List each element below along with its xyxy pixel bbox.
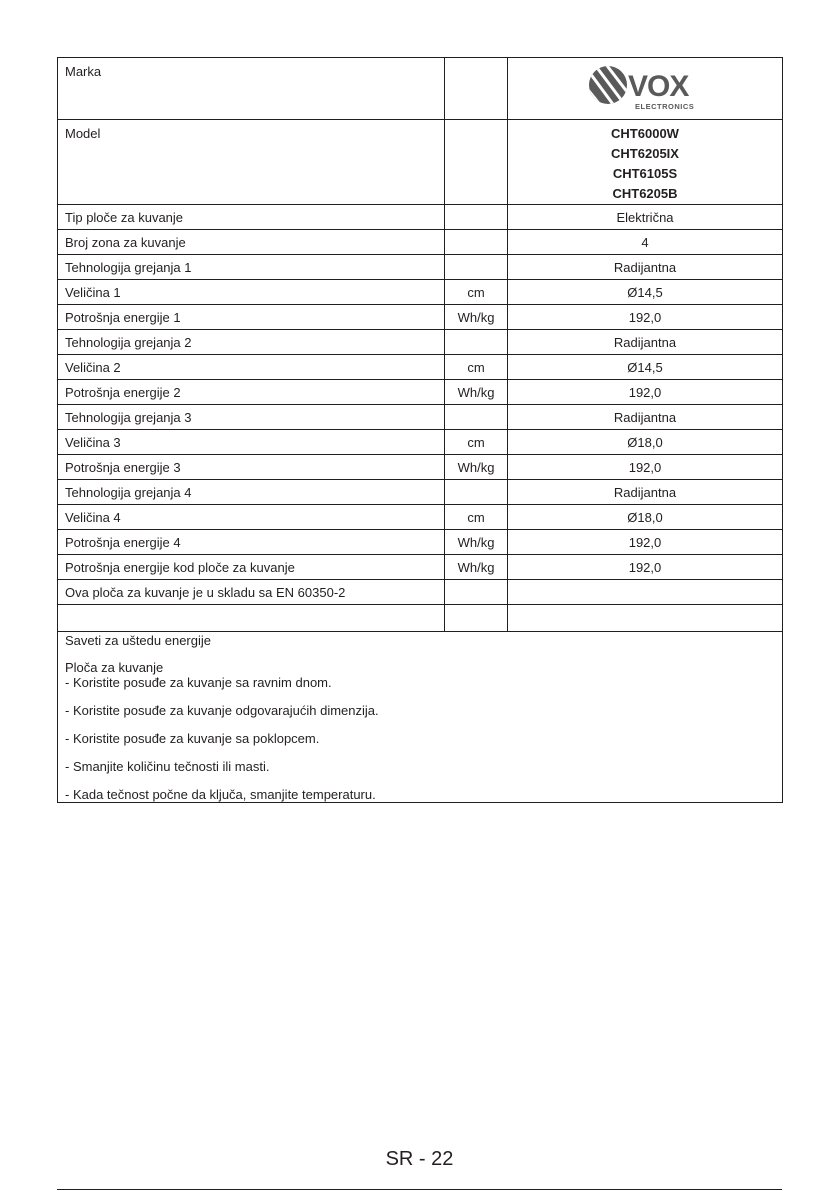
- row-unit: Wh/kg: [445, 530, 508, 555]
- row-label: Veličina 2: [58, 355, 445, 380]
- row-unit: [445, 330, 508, 355]
- row-value: 192,0: [508, 555, 783, 580]
- row-unit: [445, 580, 508, 605]
- table-row: [58, 330, 783, 355]
- tips-subtitle: Ploča za kuvanje: [65, 660, 164, 675]
- row-unit: Wh/kg: [445, 380, 508, 405]
- row-unit: [445, 405, 508, 430]
- empty-row: [58, 605, 783, 632]
- model-label: Model: [58, 120, 445, 205]
- table-row: [58, 355, 783, 380]
- tip-item: - Smanjite količinu tečnosti ili masti.: [65, 759, 270, 774]
- row-value: Radijantna: [508, 330, 783, 355]
- model-value: CHT6105S: [612, 166, 678, 181]
- table-row: [58, 580, 783, 605]
- row-value: Radijantna: [508, 480, 783, 505]
- table-row: [58, 380, 783, 405]
- row-unit: cm: [445, 280, 508, 305]
- row-label: Veličina 1: [58, 280, 445, 305]
- row-value: Električna: [508, 205, 783, 230]
- row-value: 192,0: [508, 305, 783, 330]
- row-label: Potrošnja energije 2: [58, 380, 445, 405]
- row-value: 192,0: [508, 380, 783, 405]
- model-value: CHT6000W: [611, 126, 679, 141]
- table-row: [58, 480, 783, 505]
- table-row: [58, 530, 783, 555]
- row-value: Radijantna: [508, 255, 783, 280]
- row-value: Ø14,5: [508, 280, 783, 305]
- row-value: Ø18,0: [508, 505, 783, 530]
- tip-item: - Koristite posuđe za kuvanje sa ravnim dnom.: [65, 675, 332, 690]
- row-value: Radijantna: [508, 405, 783, 430]
- row-label: Ova ploča za kuvanje je u skladu sa EN 60350-2: [58, 580, 445, 605]
- table-row: [58, 230, 783, 255]
- svg-text:VOX: VOX: [628, 70, 689, 103]
- model-value: CHT6205IX: [611, 146, 679, 161]
- model-row: [58, 120, 783, 205]
- row-unit: [445, 480, 508, 505]
- tip-item: - Koristite posuđe za kuvanje sa poklopcem.: [65, 731, 320, 746]
- row-unit: cm: [445, 430, 508, 455]
- brand-logo-cell: [508, 58, 783, 120]
- table-row: [58, 405, 783, 430]
- brand-label: Marka: [58, 58, 445, 120]
- table-row: [58, 505, 783, 530]
- row-label: Tehnologija grejanja 2: [58, 330, 445, 355]
- model-values: [508, 120, 783, 205]
- row-label: Potrošnja energije 1: [58, 305, 445, 330]
- model-value: CHT6205B: [612, 186, 678, 201]
- row-unit: [445, 230, 508, 255]
- table-row: [58, 255, 783, 280]
- tips-row: [58, 632, 783, 803]
- row-unit: [445, 255, 508, 280]
- row-label: Veličina 4: [58, 505, 445, 530]
- table-row: [58, 430, 783, 455]
- spec-table: [57, 57, 783, 803]
- model-unit: [445, 120, 508, 205]
- table-row: [58, 280, 783, 305]
- row-label: Broj zona za kuvanje: [58, 230, 445, 255]
- row-label: Tehnologija grejanja 3: [58, 405, 445, 430]
- row-unit: [445, 205, 508, 230]
- row-unit: Wh/kg: [445, 555, 508, 580]
- table-row: [58, 205, 783, 230]
- row-unit: cm: [445, 505, 508, 530]
- empty-cell: [508, 605, 783, 632]
- row-value: Ø14,5: [508, 355, 783, 380]
- table-row: [58, 305, 783, 330]
- row-label: Potrošnja energije kod ploče za kuvanje: [58, 555, 445, 580]
- row-label: Veličina 3: [58, 430, 445, 455]
- row-unit: Wh/kg: [445, 455, 508, 480]
- brand-unit: [445, 58, 508, 120]
- row-value: 192,0: [508, 530, 783, 555]
- row-label: Tehnologija grejanja 1: [58, 255, 445, 280]
- table-row: [58, 455, 783, 480]
- tip-item: - Koristite posuđe za kuvanje odgovarajućih dimenzija.: [65, 703, 379, 718]
- tip-item: - Kada tečnost počne da ključa, smanjite temperaturu.: [65, 787, 376, 802]
- row-value: [508, 580, 783, 605]
- row-value: 4: [508, 230, 783, 255]
- row-value: 192,0: [508, 455, 783, 480]
- table-row: [58, 555, 783, 580]
- row-value: Ø18,0: [508, 430, 783, 455]
- page-number: SR - 22: [385, 1148, 454, 1170]
- empty-cell: [58, 605, 445, 632]
- row-label: Tip ploče za kuvanje: [58, 205, 445, 230]
- empty-cell: [445, 605, 508, 632]
- brand-row: [58, 58, 783, 120]
- row-label: Potrošnja energije 4: [58, 530, 445, 555]
- row-unit: Wh/kg: [445, 305, 508, 330]
- energy-tips: [58, 632, 783, 803]
- svg-text:ELECTRONICS: ELECTRONICS: [635, 102, 695, 111]
- footer-divider: [57, 1189, 782, 1190]
- tips-title: Saveti za uštedu energije: [65, 633, 211, 648]
- row-unit: cm: [445, 355, 508, 380]
- row-label: Tehnologija grejanja 4: [58, 480, 445, 505]
- vox-logo: [585, 63, 705, 111]
- row-label: Potrošnja energije 3: [58, 455, 445, 480]
